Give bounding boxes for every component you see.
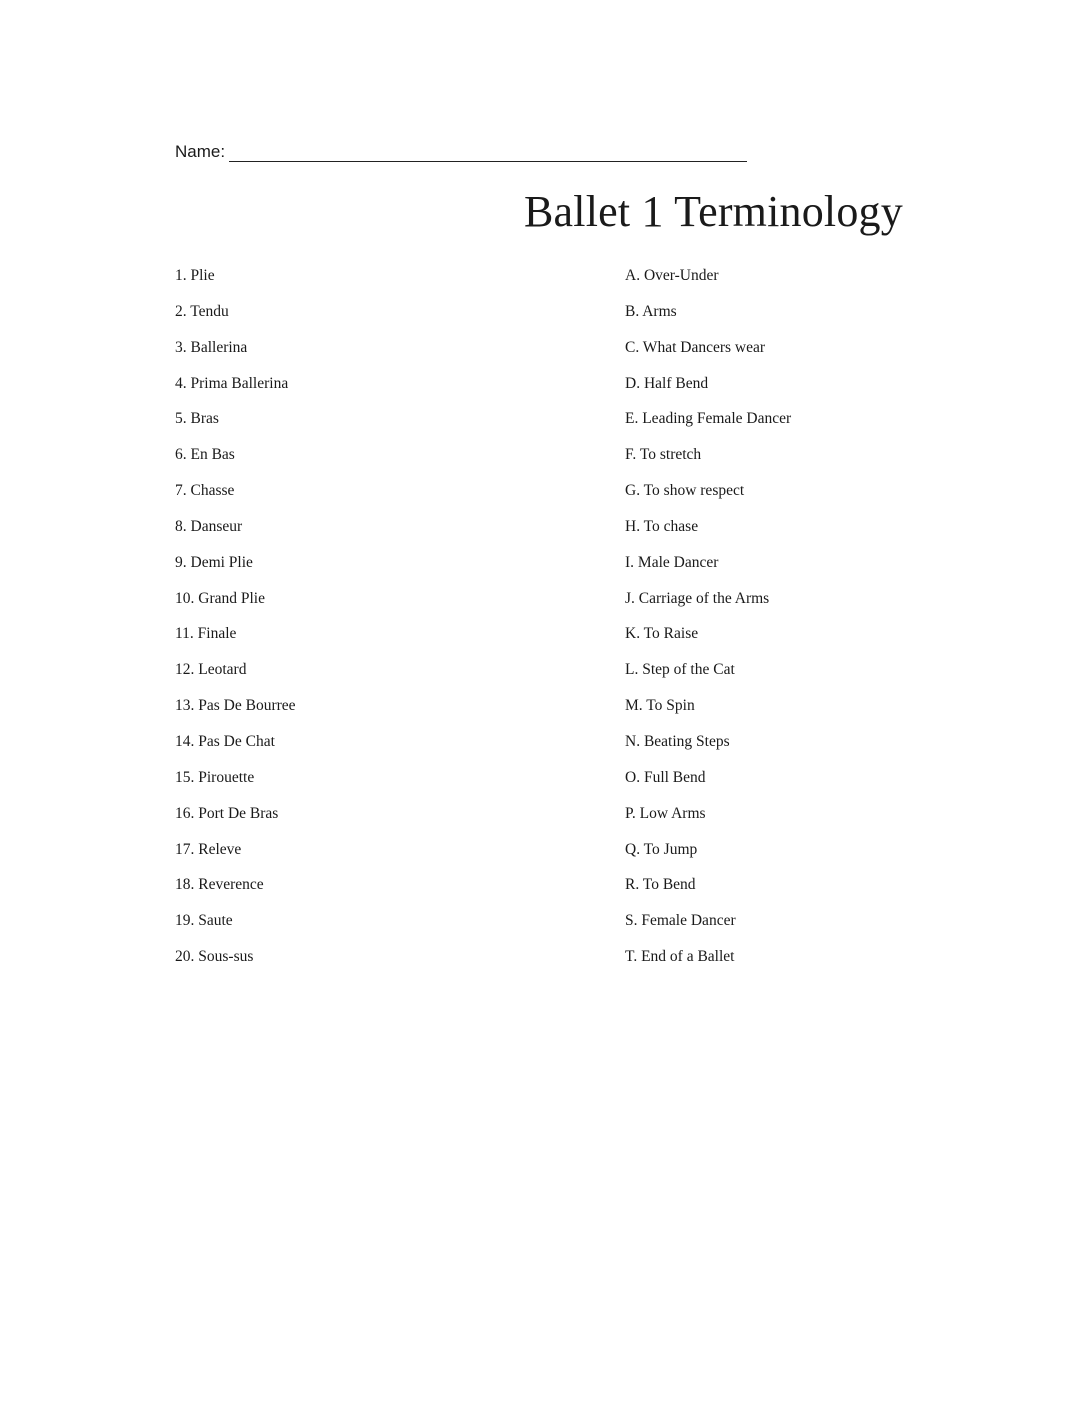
term-item: 15. Pirouette (175, 768, 255, 786)
name-label: Name: (175, 142, 226, 161)
definition-item: C. What Dancers wear (625, 338, 766, 356)
term-item: 5. Bras (175, 410, 219, 428)
terms-list (175, 262, 296, 979)
definition-item: P. Low Arms (625, 804, 706, 822)
name-field (175, 142, 747, 162)
term-item: 1. Plie (175, 267, 215, 284)
definition-item: K. To Raise (625, 625, 699, 643)
definitions-list (625, 262, 791, 979)
definition-item: S. Female Dancer (625, 912, 736, 930)
term-item: 9. Demi Plie (175, 553, 253, 571)
term-item: 20. Sous-sus (175, 948, 254, 966)
definition-item: M. To Spin (625, 697, 695, 715)
term-item: 11. Finale (175, 625, 237, 643)
definition-item: O. Full Bend (625, 768, 706, 786)
page-title: Ballet 1 Terminology (524, 187, 903, 236)
term-item: 8. Danseur (175, 517, 243, 535)
definition-item: J. Carriage of the Arms (625, 589, 770, 607)
definition-item: R. To Bend (625, 876, 696, 894)
definition-item: H. To chase (625, 517, 699, 535)
definition-item: D. Half Bend (625, 374, 709, 392)
definition-item: L. Step of the Cat (625, 661, 735, 679)
term-item: 6. En Bas (175, 446, 235, 464)
term-item: 2. Tendu (175, 302, 229, 320)
term-item: 14. Pas De Chat (175, 732, 275, 750)
term-item: 17. Releve (175, 840, 242, 858)
term-item: 19. Saute (175, 912, 233, 930)
term-item: 18. Reverence (175, 876, 264, 894)
definition-item: F. To stretch (625, 446, 702, 464)
term-item: 4. Prima Ballerina (175, 374, 289, 392)
term-item: 3. Ballerina (175, 338, 248, 356)
definition-item: Q. To Jump (625, 840, 698, 858)
definition-item: N. Beating Steps (625, 732, 730, 750)
term-item: 7. Chasse (175, 482, 235, 500)
definition-item: E. Leading Female Dancer (625, 410, 792, 428)
definition-item: G. To show respect (625, 482, 745, 500)
name-blank-line[interactable] (229, 143, 747, 162)
definition-item: T. End of a Ballet (625, 948, 735, 966)
definition-item: A. Over-Under (625, 267, 719, 284)
term-item: 12. Leotard (175, 661, 247, 679)
definition-item: I. Male Dancer (625, 553, 719, 571)
term-item: 13. Pas De Bourree (175, 697, 296, 715)
term-item: 10. Grand Plie (175, 589, 265, 607)
definition-item: B. Arms (625, 302, 677, 320)
term-item: 16. Port De Bras (175, 804, 279, 822)
